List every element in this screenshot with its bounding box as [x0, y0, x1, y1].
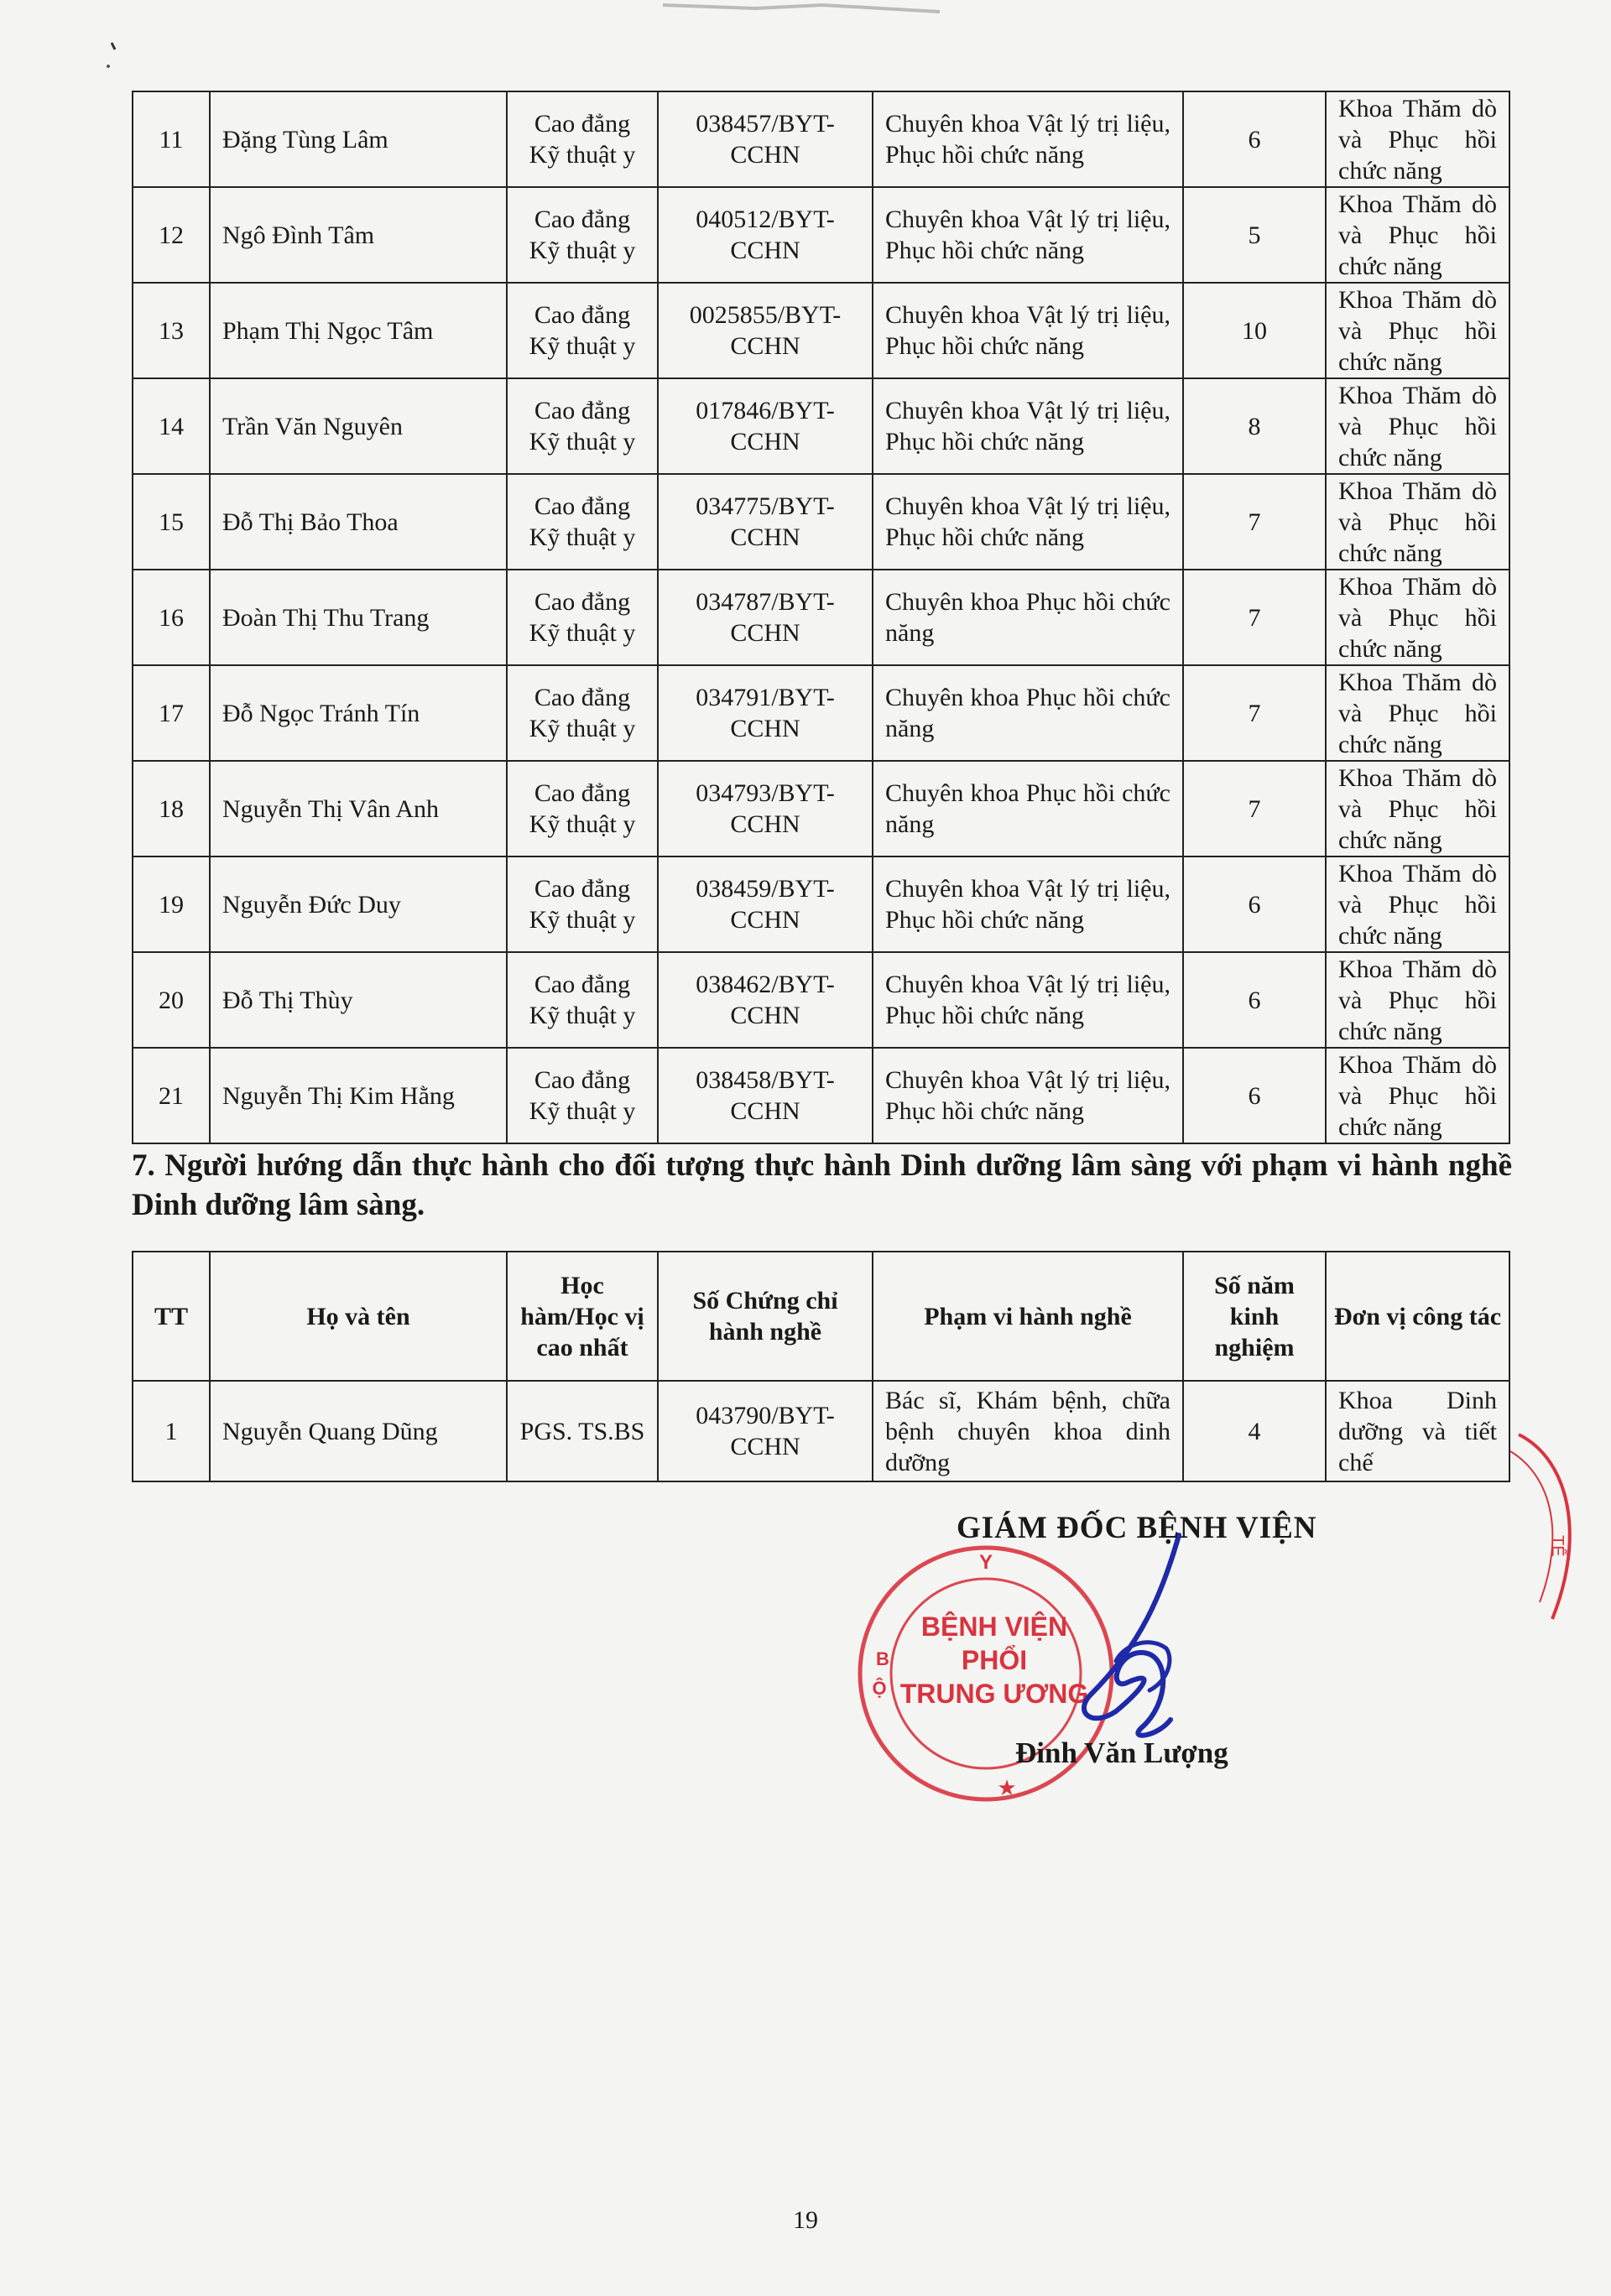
row-practice-scope: Chuyên khoa Vật lý trị liệu, Phục hồi chức năng [873, 952, 1183, 1048]
row-practice-scope: Chuyên khoa Vật lý trị liệu, Phục hồi chức năng [873, 1048, 1183, 1143]
row-number: 1 [133, 1381, 210, 1481]
scan-dot [105, 38, 122, 71]
row-cert-number: 034787/BYT-CCHN [658, 570, 873, 665]
table-row [133, 1381, 1509, 1481]
row-name: Đỗ Ngọc Tránh Tín [210, 665, 507, 761]
row-cert-number: 038458/BYT-CCHN [658, 1048, 873, 1143]
scan-smudge [654, 0, 957, 25]
row-experience-years: 6 [1183, 91, 1326, 187]
row-work-unit: Khoa Thăm dò và Phục hồi chức năng [1326, 91, 1509, 187]
row-name: Trần Văn Nguyên [210, 378, 507, 474]
row-number: 13 [133, 283, 210, 378]
row-name: Phạm Thị Ngọc Tâm [210, 283, 507, 378]
signature-scribble [1084, 1535, 1179, 1736]
row-name: Đặng Tùng Lâm [210, 91, 507, 187]
row-practice-scope: Chuyên khoa Phục hồi chức năng [873, 761, 1183, 856]
stamp-side-letter-2: Ộ [872, 1678, 887, 1699]
row-experience-years: 4 [1183, 1381, 1326, 1481]
row-practice-scope: Bác sĩ, Khám bệnh, chữa bệnh chuyên khoa dinh dưỡng [873, 1381, 1183, 1481]
stamp-line-2: PHỔI [961, 1645, 1028, 1675]
header-exp: Số năm kinh nghiệm [1183, 1252, 1326, 1381]
row-experience-years: 6 [1183, 856, 1326, 952]
row-practice-scope: Chuyên khoa Phục hồi chức năng [873, 570, 1183, 665]
header-cert: Số Chứng chỉ hành nghề [658, 1252, 873, 1381]
director-name: Đinh Văn Lượng [1015, 1736, 1228, 1769]
partial-side-stamp [1502, 1426, 1594, 1644]
row-degree: Cao đẳng Kỹ thuật y [507, 952, 658, 1048]
table-row [133, 952, 1509, 1048]
table-row [133, 187, 1509, 283]
table-row [133, 474, 1509, 570]
row-degree: Cao đẳng Kỹ thuật y [507, 91, 658, 187]
row-number: 18 [133, 761, 210, 856]
row-experience-years: 7 [1183, 570, 1326, 665]
table-row [133, 378, 1509, 474]
row-degree: Cao đẳng Kỹ thuật y [507, 378, 658, 474]
row-work-unit: Khoa Thăm dò và Phục hồi chức năng [1326, 378, 1509, 474]
row-experience-years: 8 [1183, 378, 1326, 474]
row-cert-number: 034793/BYT-CCHN [658, 761, 873, 856]
row-practice-scope: Chuyên khoa Vật lý trị liệu, Phục hồi chức năng [873, 91, 1183, 187]
row-number: 17 [133, 665, 210, 761]
table-row [133, 761, 1509, 856]
row-work-unit: Khoa Dinh dưỡng và tiết chế [1326, 1381, 1509, 1481]
row-practice-scope: Chuyên khoa Vật lý trị liệu, Phục hồi chức năng [873, 474, 1183, 570]
row-name: Nguyễn Đức Duy [210, 856, 507, 952]
row-cert-number: 043790/BYT-CCHN [658, 1381, 873, 1481]
row-name: Nguyễn Quang Dũng [210, 1381, 507, 1481]
header-tt: TT [133, 1252, 210, 1381]
row-degree: Cao đẳng Kỹ thuật y [507, 283, 658, 378]
row-work-unit: Khoa Thăm dò và Phục hồi chức năng [1326, 665, 1509, 761]
row-experience-years: 7 [1183, 761, 1326, 856]
row-degree: Cao đẳng Kỹ thuật y [507, 761, 658, 856]
stamp-top-letter: Y [978, 1551, 993, 1574]
page-number: 19 [793, 2206, 818, 2234]
row-name: Nguyễn Thị Kim Hằng [210, 1048, 507, 1143]
header-name: Họ và tên [210, 1252, 507, 1381]
row-name: Đỗ Thị Bảo Thoa [210, 474, 507, 570]
header-unit: Đơn vị công tác [1326, 1252, 1509, 1381]
row-experience-years: 7 [1183, 665, 1326, 761]
header-scope: Phạm vi hành nghề [873, 1252, 1183, 1381]
row-work-unit: Khoa Thăm dò và Phục hồi chức năng [1326, 570, 1509, 665]
row-degree: Cao đẳng Kỹ thuật y [507, 856, 658, 952]
director-title: GIÁM ĐỐC BỆNH VIỆN [957, 1511, 1317, 1545]
row-practice-scope: Chuyên khoa Vật lý trị liệu, Phục hồi chức năng [873, 856, 1183, 952]
table-row [133, 665, 1509, 761]
row-practice-scope: Chuyên khoa Phục hồi chức năng [873, 665, 1183, 761]
row-number: 14 [133, 378, 210, 474]
row-number: 15 [133, 474, 210, 570]
stamp-line-1: BỆNH VIỆN [920, 1611, 1068, 1642]
row-work-unit: Khoa Thăm dò và Phục hồi chức năng [1326, 952, 1509, 1048]
row-number: 21 [133, 1048, 210, 1143]
header-degree: Học hàm/Học vị cao nhất [507, 1252, 658, 1381]
row-number: 16 [133, 570, 210, 665]
row-experience-years: 6 [1183, 1048, 1326, 1143]
row-cert-number: 034791/BYT-CCHN [658, 665, 873, 761]
practitioner-table-nutrition [132, 1251, 1510, 1482]
signature-block [839, 1502, 1594, 1854]
row-degree: Cao đẳng Kỹ thuật y [507, 570, 658, 665]
row-cert-number: 040512/BYT-CCHN [658, 187, 873, 283]
row-practice-scope: Chuyên khoa Vật lý trị liệu, Phục hồi chức năng [873, 187, 1183, 283]
row-work-unit: Khoa Thăm dò và Phục hồi chức năng [1326, 856, 1509, 952]
row-name: Nguyễn Thị Vân Anh [210, 761, 507, 856]
row-practice-scope: Chuyên khoa Vật lý trị liệu, Phục hồi chức năng [873, 378, 1183, 474]
stamp-star-icon: ★ [997, 1776, 1017, 1801]
row-cert-number: 017846/BYT-CCHN [658, 378, 873, 474]
row-degree: PGS. TS.BS [507, 1381, 658, 1481]
row-work-unit: Khoa Thăm dò và Phục hồi chức năng [1326, 474, 1509, 570]
row-work-unit: Khoa Thăm dò và Phục hồi chức năng [1326, 187, 1509, 283]
row-cert-number: 038462/BYT-CCHN [658, 952, 873, 1048]
table-row [133, 1048, 1509, 1143]
row-cert-number: 0025855/BYT-CCHN [658, 283, 873, 378]
stamp-side-letter-1: B [876, 1648, 889, 1669]
row-experience-years: 5 [1183, 187, 1326, 283]
row-experience-years: 6 [1183, 952, 1326, 1048]
row-work-unit: Khoa Thăm dò và Phục hồi chức năng [1326, 283, 1509, 378]
table-row [133, 283, 1509, 378]
row-experience-years: 7 [1183, 474, 1326, 570]
row-cert-number: 038459/BYT-CCHN [658, 856, 873, 952]
row-work-unit: Khoa Thăm dò và Phục hồi chức năng [1326, 1048, 1509, 1143]
row-degree: Cao đẳng Kỹ thuật y [507, 187, 658, 283]
stamp-line-3: TRUNG ƯƠNG [899, 1679, 1089, 1709]
table-row [133, 570, 1509, 665]
practitioner-table-rehab [132, 91, 1510, 1144]
section-7-heading: 7. Người hướng dẫn thực hành cho đối tượng thực hành Dinh dưỡng lâm sàng với phạm vi hành nghề Dinh dưỡng lâm sàng. [132, 1148, 1512, 1222]
row-number: 19 [133, 856, 210, 952]
row-number: 12 [133, 187, 210, 283]
row-degree: Cao đẳng Kỹ thuật y [507, 665, 658, 761]
row-practice-scope: Chuyên khoa Vật lý trị liệu, Phục hồi chức năng [873, 283, 1183, 378]
row-cert-number: 038457/BYT-CCHN [658, 91, 873, 187]
row-name: Đoàn Thị Thu Trang [210, 570, 507, 665]
row-name: Ngô Đình Tâm [210, 187, 507, 283]
row-degree: Cao đẳng Kỹ thuật y [507, 474, 658, 570]
hospital-stamp [839, 1502, 1594, 1854]
table-header-row [133, 1252, 1509, 1381]
table-row [133, 91, 1509, 187]
row-degree: Cao đẳng Kỹ thuật y [507, 1048, 658, 1143]
row-cert-number: 034775/BYT-CCHN [658, 474, 873, 570]
side-stamp-text: TẾ [1548, 1535, 1567, 1557]
row-number: 11 [133, 91, 210, 187]
nutrition-table-body [133, 1381, 1509, 1481]
row-experience-years: 10 [1183, 283, 1326, 378]
table-row [133, 856, 1509, 952]
row-number: 20 [133, 952, 210, 1048]
row-name: Đỗ Thị Thùy [210, 952, 507, 1048]
practitioner-table-body [133, 91, 1509, 1143]
row-work-unit: Khoa Thăm dò và Phục hồi chức năng [1326, 761, 1509, 856]
